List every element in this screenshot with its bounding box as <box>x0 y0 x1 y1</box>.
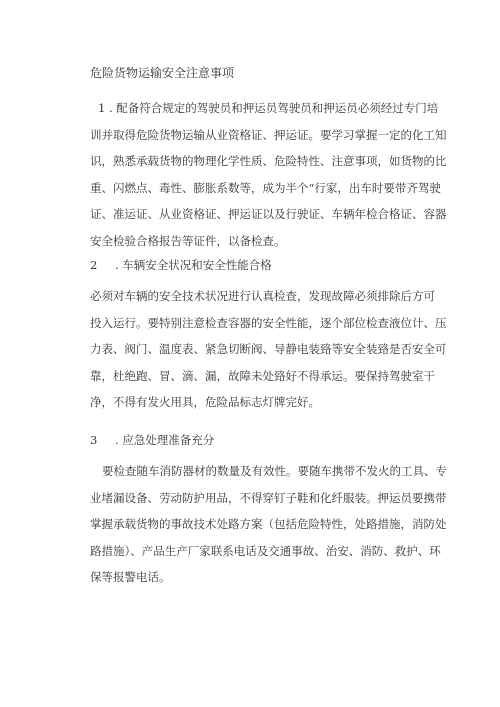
section-heading-text: . 车辆安全状况和安全性能合格 <box>115 258 272 272</box>
section-3-heading <box>90 431 214 449</box>
paragraph-line: 业堵漏设备、劳动防护用品，不得穿钉子鞋和化纤服装。押运员要携带 <box>90 490 447 505</box>
paragraph-line: 证、准运证、从业资格证、押运证以及行驶证、车辆年检合格证、容器 <box>90 207 447 221</box>
paragraph-line: 靠，杜绝跑、冒、滴、漏，故障未处臵好不得承运。要保持驾驶室干 <box>90 368 435 383</box>
section-1-paragraph <box>90 95 447 254</box>
paragraph-line: 识，熟悉承载货物的物理化学性质、危险特性、注意事项，如货物的比 <box>90 154 447 168</box>
paragraph-line: 重、闪燃点、毒性、膨胀系数等，成为半个“行家，出车时要带齐驾驶 <box>90 180 441 195</box>
section-number: 2 <box>90 258 98 272</box>
paragraph-line: 要检查随车消防器材的数量及有效性。要随车携带不发火的工具、专 <box>102 464 447 478</box>
paragraph-line: 必须对车辆的安全技术状况进行认真检查，发现故障必须排除后方可 <box>90 289 435 303</box>
paragraph-line: 1 . 配备符合规定的驾驶员和押运员驾驶员和押运员必须经过专门培 <box>98 101 439 115</box>
paragraph-line: 净，不得有发火用具，危险品标志灯牌完好。 <box>90 395 320 409</box>
section-3-paragraph <box>90 458 447 591</box>
section-number: 3 <box>90 433 98 447</box>
paragraph-line: 安全检验合格报告等证件，以备检查。 <box>90 233 286 248</box>
paragraph-line: 投入运行。要特别注意检查容器的安全性能，逐个部位检查液位计、压 <box>90 315 447 330</box>
paragraph-line: 掌握承载货物的事故技术处路方案（包括危险特性，处路措施，消防处 <box>90 517 447 531</box>
paragraph-line: 力表、阀门、温度表、紧急切断阀、导静电装臵等安全装臵是否安全可 <box>90 342 447 356</box>
section-2-heading <box>90 256 272 274</box>
paragraph-line: 训并取得危险货物运输从业资格证、押运证。要学习掌握一定的化工知 <box>90 127 447 142</box>
section-heading-text: . 应急处理准备充分 <box>115 433 215 447</box>
paragraph-line: 保等报警电话。 <box>90 570 171 584</box>
paragraph-line: 路措施）、产品生产厂家联系电话及交通事故、治安、消防、救护、环 <box>90 543 441 558</box>
section-2-paragraph <box>90 283 447 416</box>
document-title: 危险货物运输安全注意事项 <box>90 66 235 80</box>
